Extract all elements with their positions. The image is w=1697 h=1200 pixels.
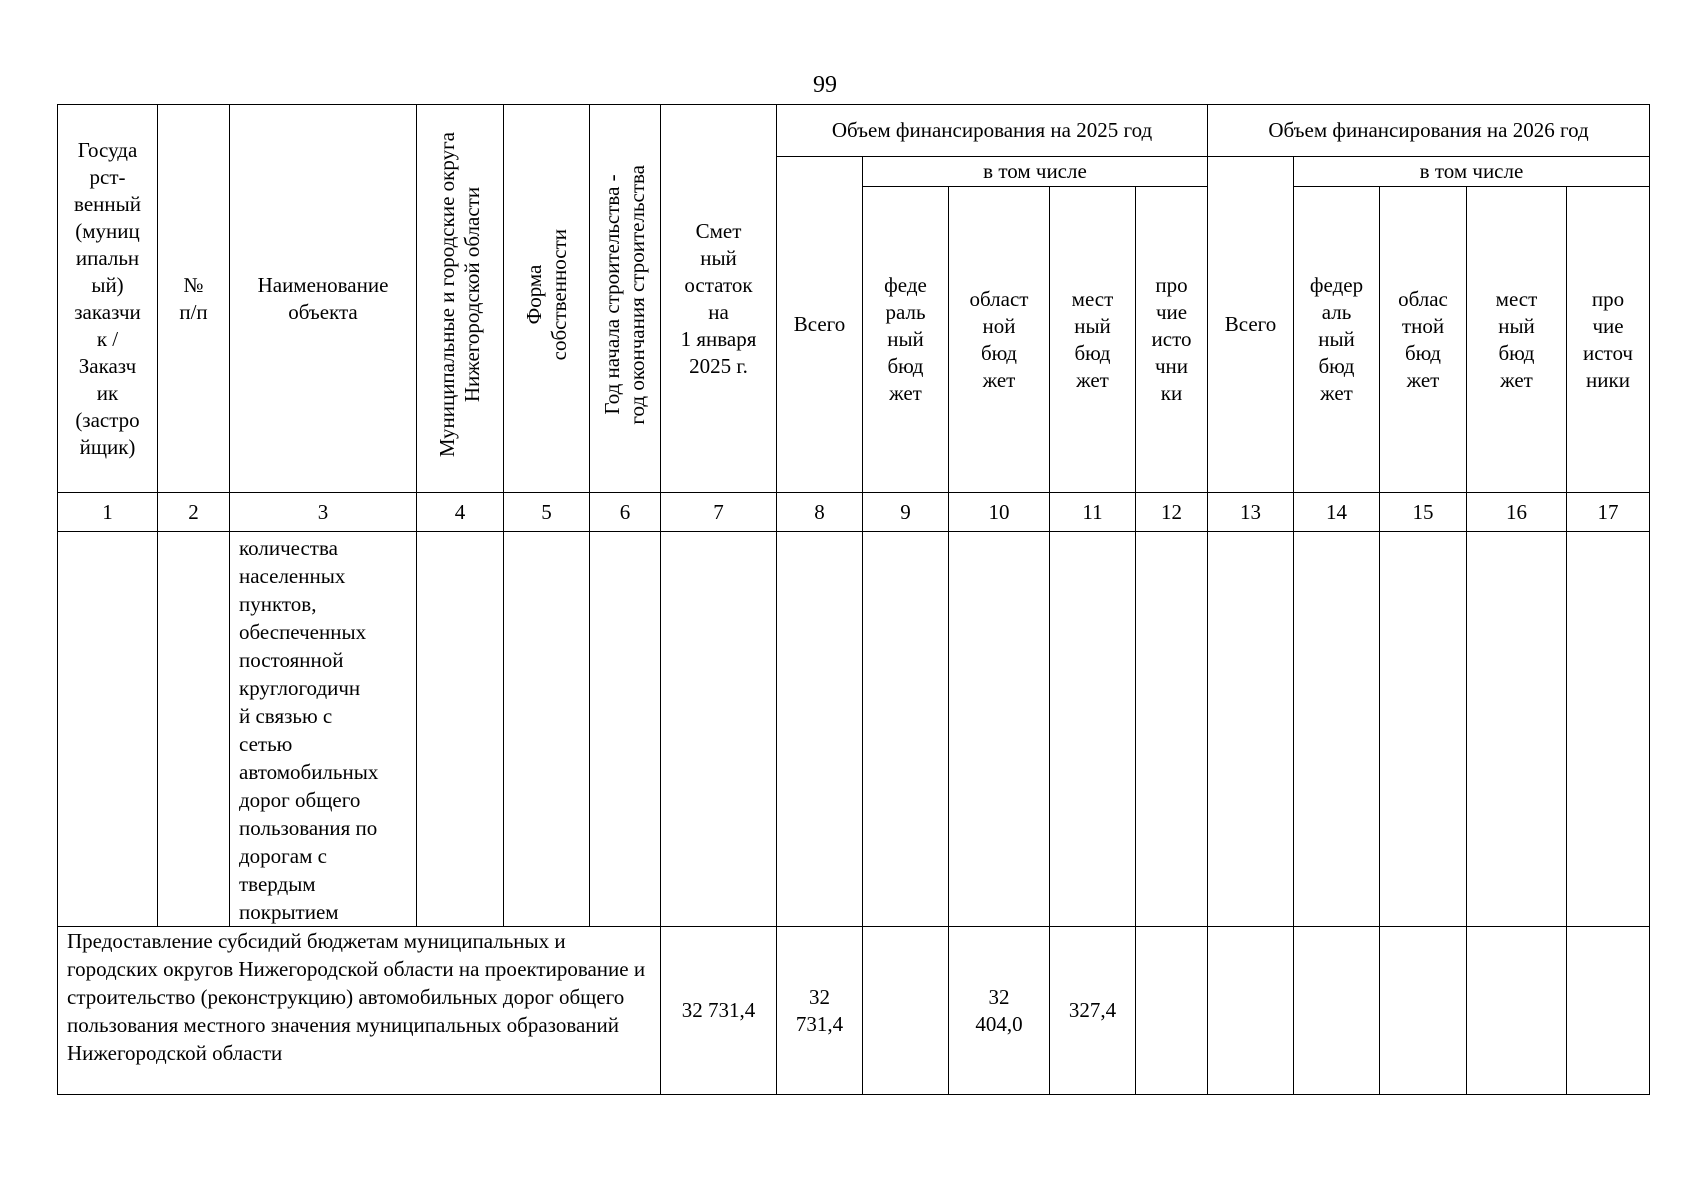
empty-cell <box>590 532 661 927</box>
summary-local-2026 <box>1467 927 1567 1095</box>
column-number: 1 <box>58 493 158 532</box>
column-number: 6 <box>590 493 661 532</box>
column-number-row <box>58 493 1650 532</box>
empty-cell <box>1294 532 1380 927</box>
column-number: 10 <box>949 493 1050 532</box>
summary-federal-2026 <box>1294 927 1380 1095</box>
header-row-1 <box>58 105 1650 157</box>
summary-local-2025: 327,4 <box>1050 927 1136 1095</box>
column-number: 12 <box>1136 493 1208 532</box>
header-number: № п/п <box>158 105 230 493</box>
header-other-2026: про чие источ ники <box>1567 187 1650 493</box>
header-regional-2025: област ной бюд жет <box>949 187 1050 493</box>
column-number: 16 <box>1467 493 1567 532</box>
summary-other-2025 <box>1136 927 1208 1095</box>
summary-total-2025: 32 731,4 <box>777 927 863 1095</box>
empty-cell <box>1208 532 1294 927</box>
header-total-2025: Всего <box>777 157 863 493</box>
summary-total-2026 <box>1208 927 1294 1095</box>
empty-cell <box>661 532 777 927</box>
object-description: количества населенных пунктов, обеспеченных постоянной круглогодичн й связью с сетью автомобильных дорог общего пользования по дорогам с твердым покрытием <box>230 532 417 927</box>
header-financing-2026: Объем финансирования на 2026 год <box>1208 105 1650 157</box>
summary-row <box>58 927 1650 1095</box>
header-regional-2026: облас тной бюд жет <box>1380 187 1467 493</box>
financing-table <box>57 104 1650 1095</box>
summary-other-2026 <box>1567 927 1650 1095</box>
column-number: 2 <box>158 493 230 532</box>
header-federal-2025: феде раль ный бюд жет <box>863 187 949 493</box>
empty-cell <box>863 532 949 927</box>
header-construction-years: Год начала строительства - год окончания строительства <box>590 105 661 493</box>
column-number: 14 <box>1294 493 1380 532</box>
page-number: 99 <box>813 72 837 98</box>
header-ownership-form: Форма собственности <box>504 105 590 493</box>
continuation-row <box>58 532 1650 927</box>
header-customer: Госуда рст- венный (муниц ипальн ый) заказчи к / Заказч ик (застро йщик) <box>58 105 158 493</box>
column-number: 13 <box>1208 493 1294 532</box>
empty-cell <box>777 532 863 927</box>
column-number: 9 <box>863 493 949 532</box>
summary-regional-2025: 32 404,0 <box>949 927 1050 1095</box>
header-other-2025: про чие исто чни ки <box>1136 187 1208 493</box>
header-local-2026: мест ный бюд жет <box>1467 187 1567 493</box>
empty-cell <box>158 532 230 927</box>
header-estimated-balance: Смет ный остаток на 1 января 2025 г. <box>661 105 777 493</box>
summary-regional-2026 <box>1380 927 1467 1095</box>
empty-cell <box>1467 532 1567 927</box>
header-including-2026: в том числе <box>1294 157 1650 187</box>
empty-cell <box>58 532 158 927</box>
column-number: 7 <box>661 493 777 532</box>
empty-cell <box>1136 532 1208 927</box>
summary-label: Предоставление субсидий бюджетам муниципальных и городских округов Нижегородской области на проектирование и строительство (реконструкцию) автомобильных дорог общего пользования местного значения муниципальных образований Нижегородской области <box>58 927 661 1095</box>
column-number: 5 <box>504 493 590 532</box>
column-number: 11 <box>1050 493 1136 532</box>
header-financing-2025: Объем финансирования на 2025 год <box>777 105 1208 157</box>
summary-federal-2025 <box>863 927 949 1095</box>
header-including-2025: в том числе <box>863 157 1208 187</box>
empty-cell <box>417 532 504 927</box>
empty-cell <box>1567 532 1650 927</box>
header-federal-2026: федер аль ный бюд жет <box>1294 187 1380 493</box>
header-total-2026: Всего <box>1208 157 1294 493</box>
empty-cell <box>504 532 590 927</box>
empty-cell <box>1050 532 1136 927</box>
column-number: 15 <box>1380 493 1467 532</box>
header-municipal-districts: Муниципальные и городские округа Нижегородской области <box>417 105 504 493</box>
header-local-2025: мест ный бюд жет <box>1050 187 1136 493</box>
column-number: 8 <box>777 493 863 532</box>
summary-estimated-balance: 32 731,4 <box>661 927 777 1095</box>
empty-cell <box>1380 532 1467 927</box>
column-number: 4 <box>417 493 504 532</box>
column-number: 3 <box>230 493 417 532</box>
column-number: 17 <box>1567 493 1650 532</box>
empty-cell <box>949 532 1050 927</box>
header-object-name: Наименование объекта <box>230 105 417 493</box>
